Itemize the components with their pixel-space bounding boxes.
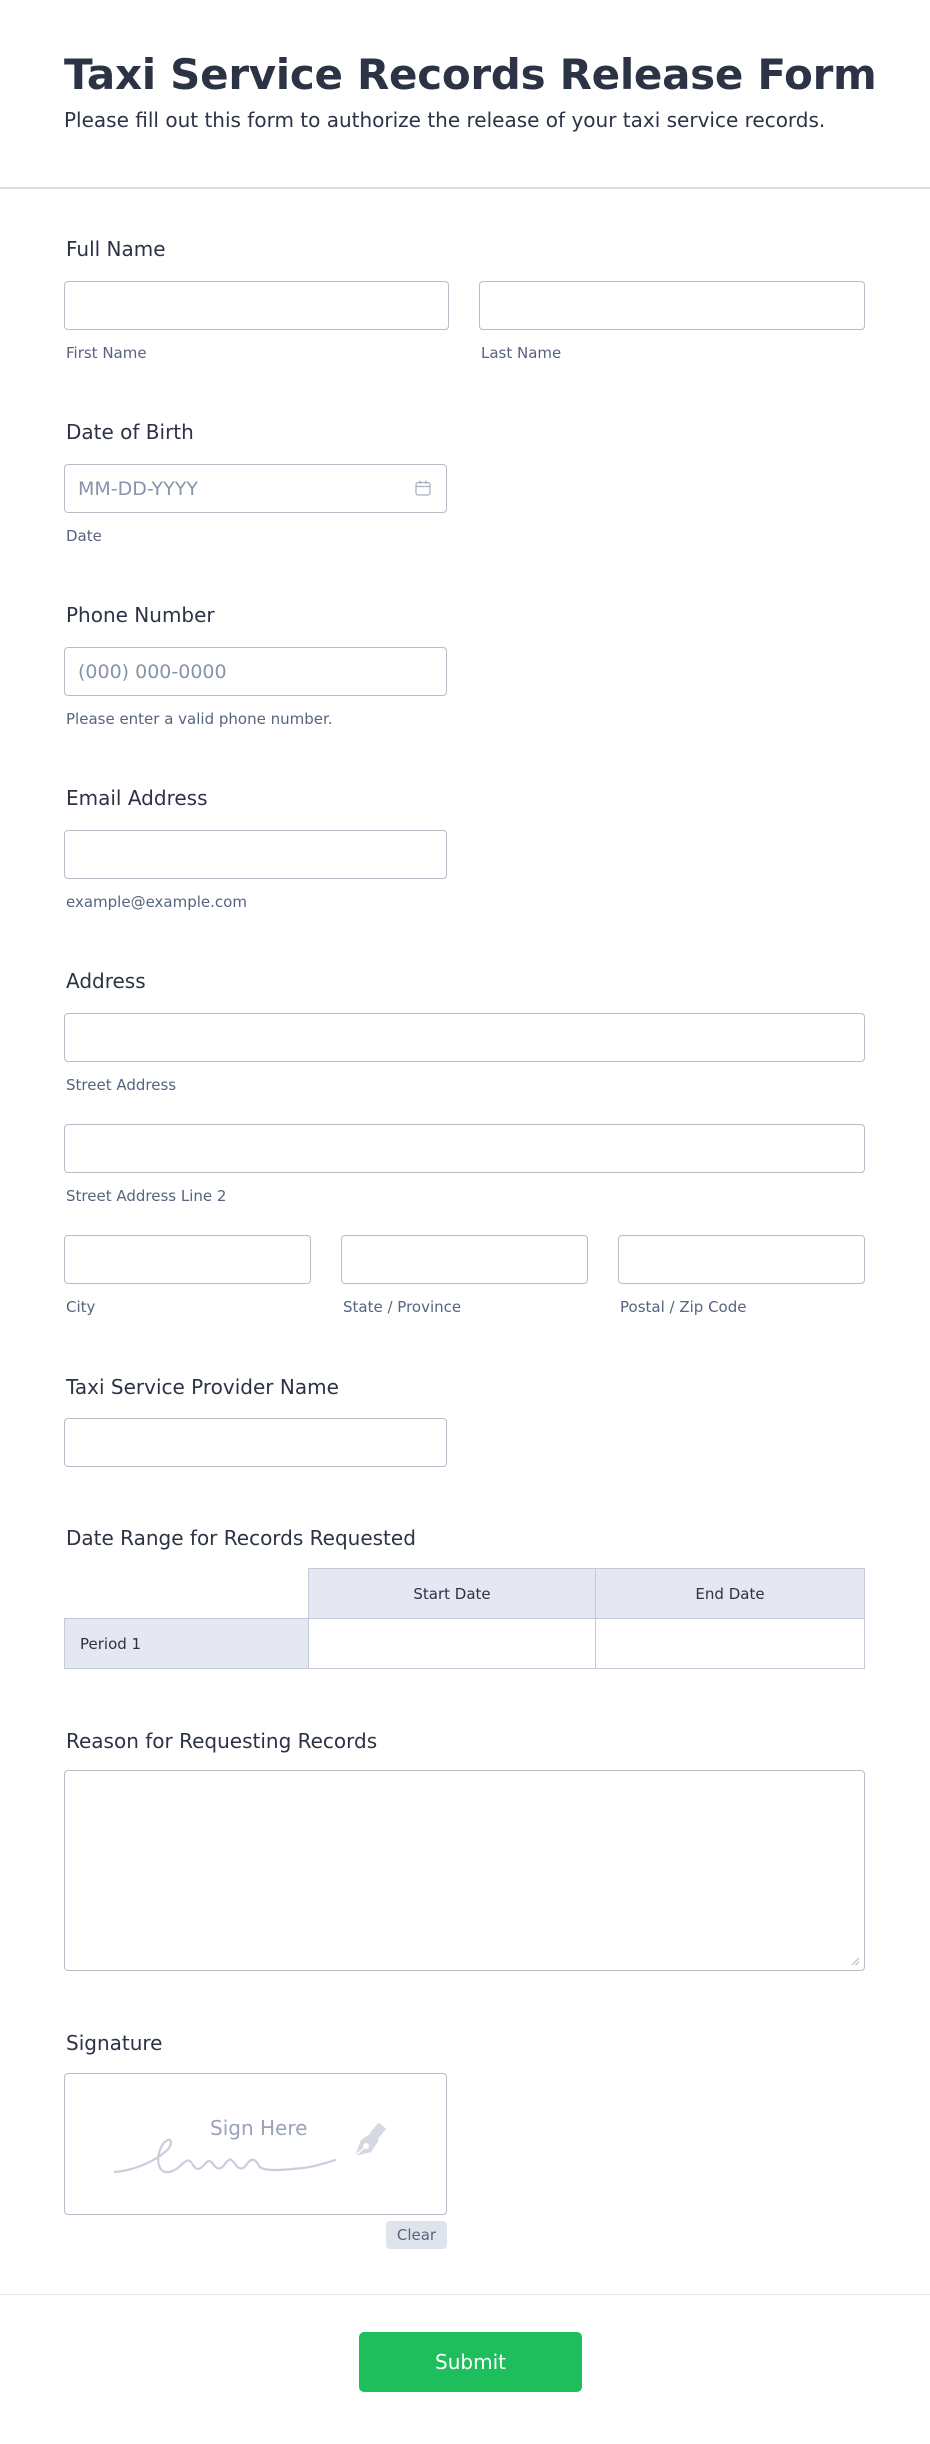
- street-address-sublabel: Street Address: [66, 1076, 177, 1094]
- street-address-input[interactable]: [64, 1013, 865, 1062]
- address-label: Address: [66, 969, 146, 993]
- phone-input[interactable]: [64, 647, 447, 696]
- clear-signature-button[interactable]: Clear: [386, 2221, 447, 2249]
- signature-pad[interactable]: [64, 2073, 447, 2215]
- last-name-input[interactable]: [479, 281, 865, 330]
- pen-nib-icon: [347, 2118, 391, 2162]
- period-1-start-date-cell[interactable]: [308, 1618, 596, 1669]
- state-sublabel: State / Province: [343, 1298, 462, 1316]
- signature-squiggle-icon: [113, 2114, 343, 2184]
- form-subtitle: Please fill out this form to authorize the release of your taxi service records.: [64, 108, 826, 132]
- email-input[interactable]: [64, 830, 447, 879]
- zip-sublabel: Postal / Zip Code: [620, 1298, 747, 1316]
- reason-label: Reason for Requesting Records: [66, 1729, 378, 1753]
- full-name-label: Full Name: [66, 237, 166, 261]
- period-1-end-date-cell[interactable]: [595, 1618, 865, 1669]
- sign-here-placeholder: Sign Here: [210, 2116, 308, 2140]
- dob-input[interactable]: [64, 464, 447, 513]
- first-name-sublabel: First Name: [66, 344, 147, 362]
- column-header-end-date: End Date: [595, 1568, 865, 1619]
- dob-sublabel: Date: [66, 527, 102, 545]
- calendar-icon[interactable]: [414, 479, 432, 497]
- date-range-table: [64, 1568, 865, 1669]
- email-sublabel: example@example.com: [66, 893, 247, 911]
- city-sublabel: City: [66, 1298, 96, 1316]
- form-title: Taxi Service Records Release Form: [64, 50, 877, 99]
- date-range-label: Date Range for Records Requested: [66, 1526, 416, 1550]
- state-input[interactable]: [341, 1235, 588, 1284]
- provider-label: Taxi Service Provider Name: [66, 1375, 339, 1399]
- submit-button[interactable]: Submit: [359, 2332, 582, 2392]
- city-input[interactable]: [64, 1235, 311, 1284]
- email-label: Email Address: [66, 786, 208, 810]
- street-address-line2-input[interactable]: [64, 1124, 865, 1173]
- dob-label: Date of Birth: [66, 420, 194, 444]
- first-name-input[interactable]: [64, 281, 449, 330]
- reason-textarea[interactable]: [64, 1770, 865, 1971]
- last-name-sublabel: Last Name: [481, 344, 562, 362]
- resize-grip-icon[interactable]: [850, 1956, 860, 1966]
- phone-sublabel: Please enter a valid phone number.: [66, 710, 333, 728]
- provider-input[interactable]: [64, 1418, 447, 1467]
- phone-label: Phone Number: [66, 603, 215, 627]
- row-header-period-1: Period 1: [64, 1618, 309, 1669]
- street-address-line2-sublabel: Street Address Line 2: [66, 1187, 227, 1205]
- column-header-start-date: Start Date: [308, 1568, 596, 1619]
- zip-input[interactable]: [618, 1235, 865, 1284]
- form-header: [0, 0, 930, 189]
- signature-label: Signature: [66, 2031, 163, 2055]
